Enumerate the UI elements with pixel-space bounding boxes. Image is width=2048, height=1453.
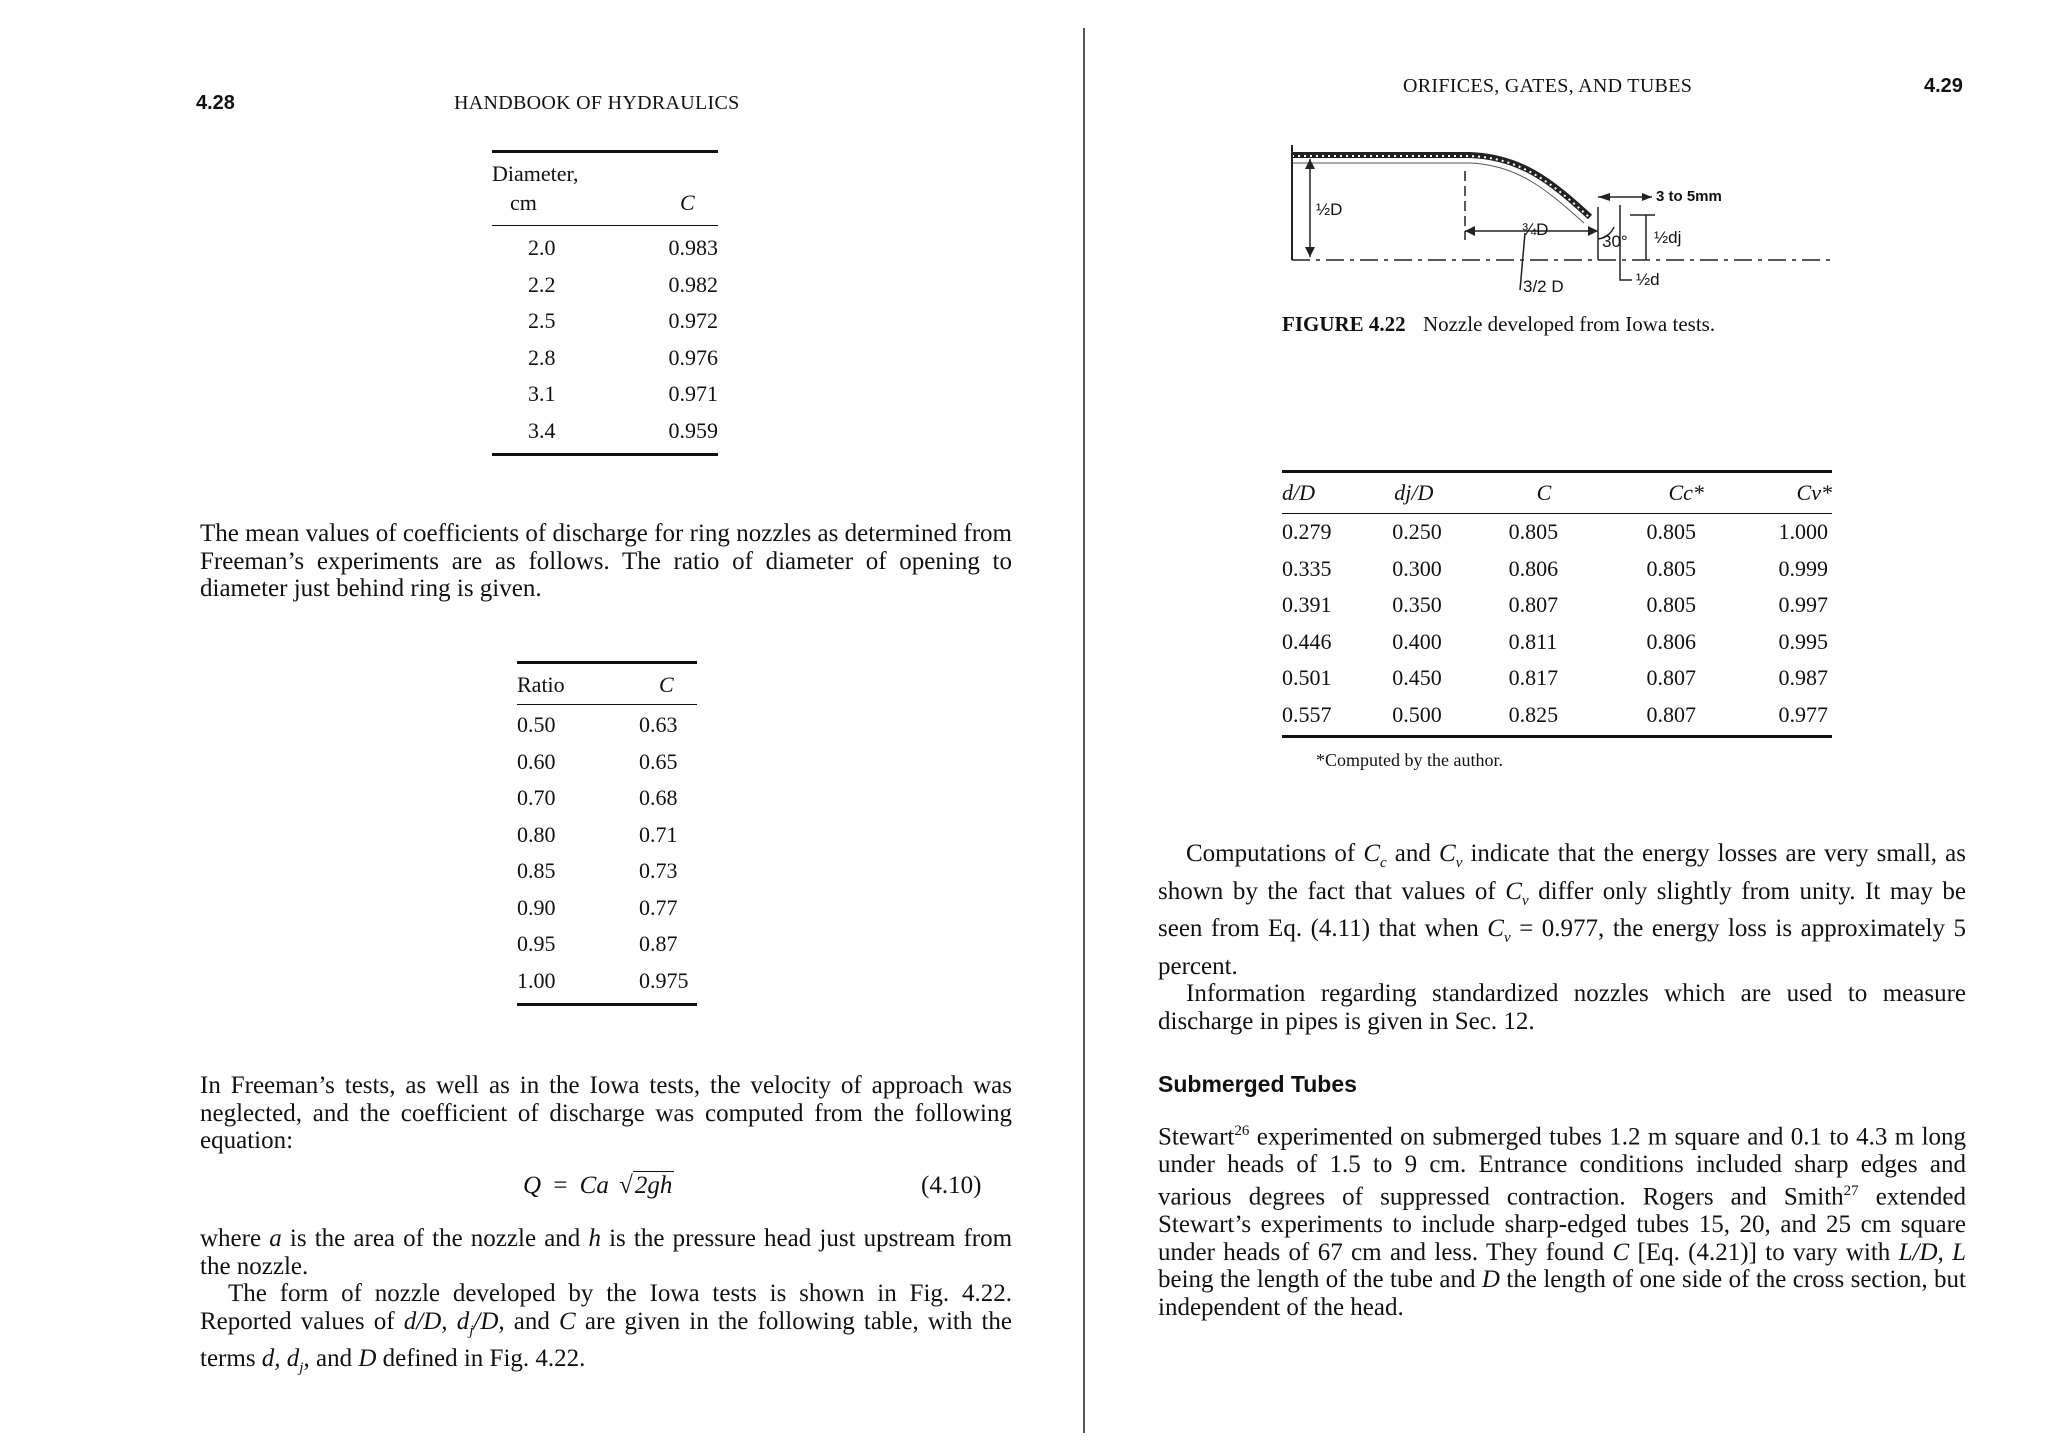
table-body xyxy=(517,707,697,999)
arrow-gap-right xyxy=(1642,193,1652,201)
figure-caption-text: Nozzle developed from Iowa tests. xyxy=(1422,312,1716,336)
table-row: 0.50 0.63 xyxy=(517,712,678,738)
label-half-d: ½D xyxy=(1316,200,1343,219)
arrow-gap-left xyxy=(1598,193,1610,201)
running-head-right: ORIFICES, GATES, AND TUBES xyxy=(1403,75,1693,97)
table-row: 0.60 0.65 xyxy=(517,748,678,774)
label-angle: 30° xyxy=(1602,232,1628,251)
figure-label: FIGURE 4.22 xyxy=(1282,312,1406,336)
label-half-small-d: ½d xyxy=(1636,270,1660,289)
paragraph-freeman-tests: In Freeman’s tests, as well as in the Iowa tests, the velocity of approach was neglected, and the coefficient of discharge was computed from the following equation: xyxy=(200,1072,1012,1154)
paragraph-ring-nozzles: The mean values of coefficients of discharge for ring nozzles as determined from Freeman’s experiments are as follows. The ratio of diameter of opening to diameter just behind ring is given. xyxy=(200,520,1012,602)
arrow-left xyxy=(1465,226,1475,236)
table-row: 3.1 0.971 xyxy=(528,381,718,407)
table-row: 3.4 0.959 xyxy=(528,417,718,443)
header-c: C xyxy=(659,672,674,697)
table-row: 0.90 0.77 xyxy=(517,894,678,920)
header-d-over-D: d/D xyxy=(1282,480,1315,505)
section-heading: Submerged Tubes xyxy=(1158,1071,1357,1097)
table-row: 1.00 0.975 xyxy=(517,967,689,993)
table-row: 2.0 0.983 xyxy=(528,235,718,261)
header-diameter: Diameter, xyxy=(492,161,579,186)
running-head-left: HANDBOOK OF HYDRAULICS xyxy=(454,92,740,114)
table-header xyxy=(492,153,718,226)
page-number-right: 4.29 xyxy=(1924,75,1963,97)
header-cm: cm xyxy=(510,190,537,215)
nozzle-coefficients-table xyxy=(1282,470,1832,771)
table-body xyxy=(1282,473,1832,733)
arrow-up xyxy=(1305,159,1315,169)
paragraph-submerged-tubes: Stewart$^{26}$ experimented on submerged tubes 1.2 m square and 0.1 to 4.3 m long under heads of 1.5 to 9 cm. Entrance conditions included sharp edges and various degrees of suppressed contraction. Rogers and Smith$^{27}$ extended Stewart’s experiments to include sharp-edged tubes 15, 20, and 25 cm square under heads of 67 cm and less. They found C [Eq. (4.21)] to vary with L/D, L being the length of the tube and D the length of one side of the cross section, but independent of the head. xyxy=(1158,1123,1967,1321)
arrow-right xyxy=(1588,226,1598,236)
table-row: 0.557 0.500 0.825 0.807 0.977 xyxy=(1282,701,1829,727)
table-row: 0.335 0.300 0.806 0.805 0.999 xyxy=(1282,555,1829,581)
table-row: 0.279 0.250 0.805 0.805 1.000 xyxy=(1282,519,1829,545)
nozzle-diagram-svg xyxy=(1280,135,1840,305)
table-row: 0.70 0.68 xyxy=(517,785,678,811)
header-c: C xyxy=(680,190,695,215)
header-c: C xyxy=(1536,480,1552,505)
label-three-quarter-d: ¾D xyxy=(1522,220,1549,239)
header-dj-over-D: dj/D xyxy=(1394,480,1434,505)
equation-4-10: Q = Ca √2gh xyxy=(523,1172,673,1199)
table-footnote: *Computed by the author. xyxy=(1316,750,1503,770)
figure-caption xyxy=(1282,312,1715,337)
header-cc-star: Cc* xyxy=(1668,480,1704,505)
label-half-dj: ½dj xyxy=(1654,228,1682,247)
label-gap: 3 to 5mm xyxy=(1656,188,1722,205)
label-three-half-d: 3/2 D xyxy=(1523,277,1564,296)
table-header-row xyxy=(1282,473,1832,514)
table-row: 0.446 0.400 0.811 0.806 0.995 xyxy=(1282,628,1829,654)
equation-number: (4.10) xyxy=(921,1172,982,1199)
page-gutter xyxy=(1083,28,1085,1433)
diameter-coefficient-table xyxy=(492,150,718,456)
table-row: 0.391 0.350 0.807 0.805 0.997 xyxy=(1282,592,1829,618)
paragraph-nozzle-form: where a is the area of the nozzle and h is the pressure head just upstream from the nozzle. The form of nozzle developed by the Iowa tests is shown in Fig. 4.22. Reported values of d/D, $d_j/D$, and C are given in the following table, with the terms d, $d_j$, and D defined in Fig. 4.22. xyxy=(200,1225,1013,1376)
paragraph-energy-losses: Computations of $C_c$ and $C_v$ indicate that the energy losses are very small, as shown by the fact that values of $C_v$ differ only slightly from unity. It may be seen from Eq. (4.11) that when $C_v = 0.977$, the energy loss is approximately 5 percent. Information regarding standardized nozzles which are used to measure discharge in pipes is given in Sec. 12. xyxy=(1158,840,1967,1035)
header-cv-star: Cv* xyxy=(1796,480,1832,505)
table-body xyxy=(492,230,718,449)
table-row: 2.8 0.976 xyxy=(528,344,718,370)
page-number-left: 4.28 xyxy=(196,92,235,114)
table-row: 2.5 0.972 xyxy=(528,308,718,334)
header-ratio: Ratio xyxy=(517,672,565,697)
leader-half-d xyxy=(1620,260,1632,280)
table-row: 0.80 0.71 xyxy=(517,821,678,847)
table-row: 0.501 0.450 0.817 0.807 0.987 xyxy=(1282,665,1829,691)
table-row: 0.95 0.87 xyxy=(517,931,678,957)
table-row: 0.85 0.73 xyxy=(517,858,678,884)
table-row: 2.2 0.982 xyxy=(528,271,718,297)
nozzle-diagram xyxy=(1280,135,1840,310)
table-header xyxy=(517,664,697,705)
arrow-down xyxy=(1305,247,1315,257)
ratio-coefficient-table xyxy=(517,661,697,1006)
